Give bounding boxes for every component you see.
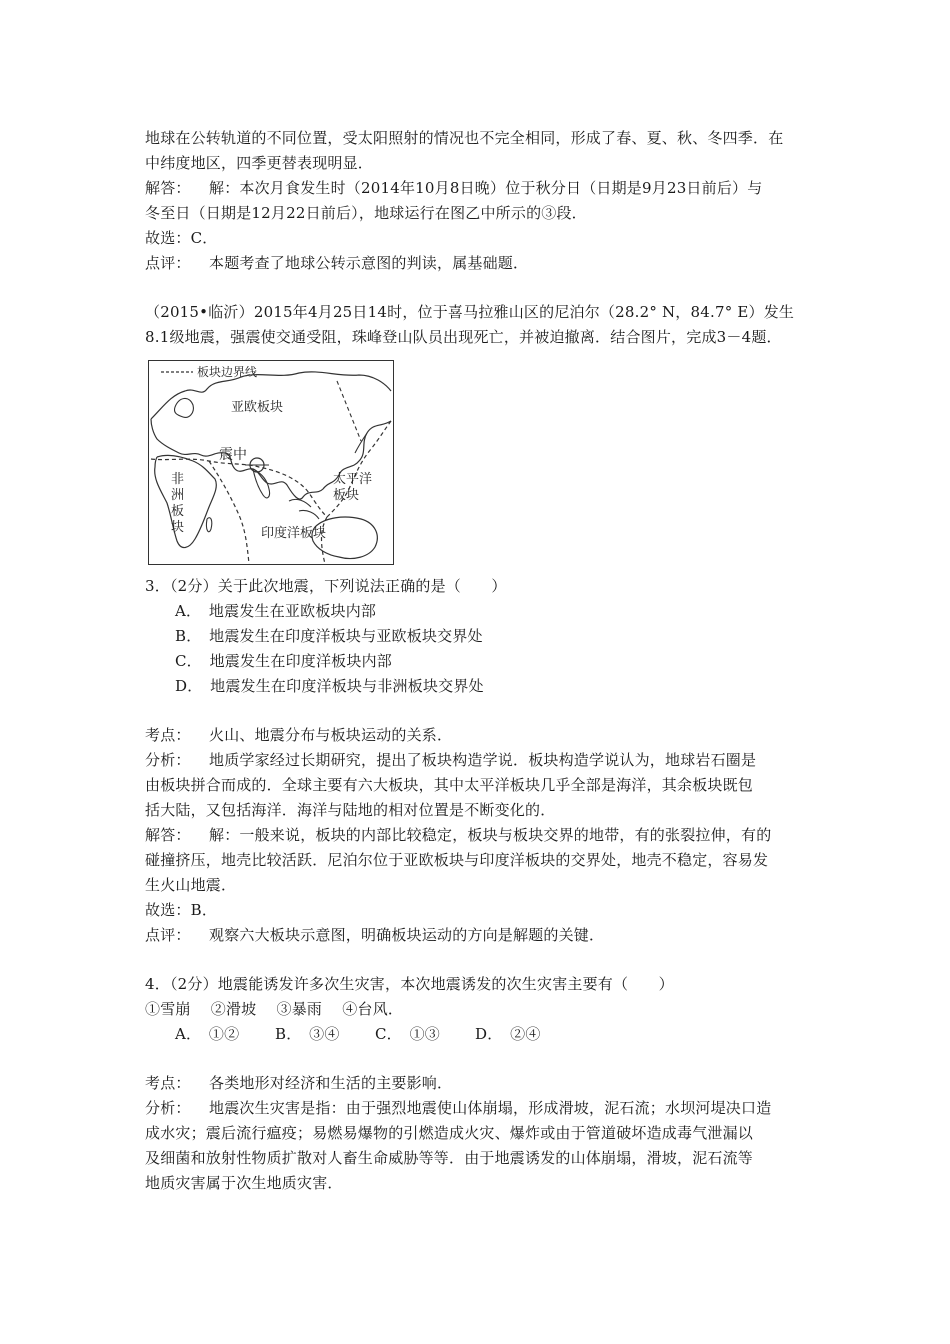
choice-line: 故选：B． bbox=[145, 901, 218, 919]
text-line: 括大陆，又包括海洋．海洋与陆地的相对位置是不断变化的． bbox=[145, 801, 556, 819]
choice-line: 故选：C． bbox=[145, 229, 218, 247]
fenxi-line bbox=[145, 750, 756, 770]
kaodian-line bbox=[145, 725, 452, 745]
plate-boundary bbox=[209, 461, 249, 564]
text-line: 地质灾害属于次生地质灾害． bbox=[145, 1174, 343, 1192]
text-line: 成水灾；震后流行瘟疫；易燃易爆物的引燃造成火灾、爆炸或由于管道破坏造成毒气泄漏以 bbox=[145, 1124, 754, 1142]
question-4-stem: 4．（2分）地震能诱发许多次生灾害，本次地震诱发的次生灾害主要有（ ） bbox=[145, 975, 674, 993]
question-3-option-d: D． 地震发生在印度洋板块与非洲板块交界处 bbox=[175, 677, 484, 695]
text-line: 碰撞挤压，地壳比较活跃．尼泊尔位于亚欧板块与印度洋板块的交界处，地壳不稳定，容易发 bbox=[145, 851, 769, 869]
fenxi-text: 地震次生灾害是指：由于强烈地震使山体崩塌，形成滑坡，泥石流；水坝河堤决口造 bbox=[209, 1099, 772, 1117]
label-pacific-1: 太平洋 bbox=[333, 472, 373, 487]
jieda-line bbox=[145, 825, 771, 845]
question-3-stem: 3．（2分）关于此次地震，下列说法正确的是（ ） bbox=[145, 577, 507, 595]
question-4-items: ①雪崩 ②滑坡 ③暴雨 ④台风． bbox=[145, 1000, 404, 1018]
plate-map-svg bbox=[149, 361, 393, 564]
question-3-option-a: A． 地震发生在亚欧板块内部 bbox=[175, 602, 377, 620]
dianping-text: 观察六大板块示意图，明确板块运动的方向是解题的关键． bbox=[209, 926, 605, 944]
kaodian-line bbox=[145, 1073, 452, 1093]
islands-coast bbox=[289, 499, 319, 519]
label-pacific-2: 板块 bbox=[333, 488, 360, 503]
question-3-option-b: B． 地震发生在印度洋板块与亚欧板块交界处 bbox=[175, 627, 483, 645]
dianping-line bbox=[145, 925, 604, 945]
kaodian-label: 考点： bbox=[145, 1074, 191, 1092]
fenxi-text: 地质学家经过长期研究，提出了板块构造学说．板块构造学说认为，地球岩石圈是 bbox=[209, 751, 757, 769]
japan-coast bbox=[355, 433, 367, 453]
question-4-option-d: D． ②④ bbox=[475, 1025, 541, 1043]
label-epicenter: 震中 bbox=[219, 447, 247, 463]
africa-coast bbox=[155, 455, 217, 547]
label-african-1: 非 bbox=[171, 472, 185, 487]
intro-line: （2015•临沂）2015年4月25日14时，位于喜马拉雅山区的尼泊尔（28.2° N，84.7° E）发生 bbox=[145, 303, 795, 321]
text-line: 及细菌和放射性物质扩散对人畜生命威胁等等．由于地震诱发的山体崩塌，滑坡，泥石流等 bbox=[145, 1149, 754, 1167]
fenxi-label: 分析： bbox=[145, 751, 191, 769]
fenxi-line bbox=[145, 1098, 771, 1118]
text-line: 生火山地震． bbox=[145, 876, 237, 894]
jieda-text: 解：一般来说，板块的内部比较稳定，板块与板块交界的地带，有的张裂拉伸，有的 bbox=[209, 826, 772, 844]
comment-label: 点评： bbox=[145, 254, 191, 272]
madagascar-coast bbox=[206, 518, 211, 532]
label-african-3: 板 bbox=[171, 504, 185, 519]
question-3-option-c: C． 地震发生在印度洋板块内部 bbox=[175, 652, 392, 670]
question-4-option-c: C． ①③ bbox=[375, 1025, 440, 1043]
text-line: 地球在公转轨道的不同位置，受太阳照射的情况也不完全相同，形成了春、夏、秋、冬四季．在 bbox=[145, 129, 784, 147]
comment-text: 本题考查了地球公转示意图的判读，属基础题． bbox=[209, 254, 529, 272]
label-african-2: 洲 bbox=[171, 488, 185, 503]
kaodian-label: 考点： bbox=[145, 726, 191, 744]
plate-map-figure bbox=[148, 360, 394, 565]
scandinavia-coast bbox=[174, 398, 193, 417]
text-line: 冬至日（日期是12月22日前后），地球运行在图乙中所示的③段． bbox=[145, 204, 587, 222]
label-eurasian-plate: 亚欧板块 bbox=[231, 400, 284, 415]
label-african-4: 块 bbox=[171, 520, 185, 535]
intro-line: 8.1级地震，强震使交通受阻，珠峰登山队员出现死亡，并被迫撤离．结合图片，完成3－4题． bbox=[145, 328, 782, 346]
answer-text: 解：本次月食发生时（2014年10月8日晚）位于秋分日（日期是9月23日前后）与 bbox=[209, 179, 763, 197]
plate-boundary bbox=[337, 381, 361, 441]
answer-label: 解答： bbox=[145, 179, 191, 197]
question-4-option-b: B． ③④ bbox=[275, 1025, 340, 1043]
india-coast bbox=[253, 469, 270, 498]
legend-label: 板块边界线 bbox=[197, 365, 258, 379]
kaodian-text: 各类地形对经济和生活的主要影响． bbox=[209, 1074, 453, 1092]
jieda-label: 解答： bbox=[145, 826, 191, 844]
comment-line bbox=[145, 253, 528, 273]
dianping-label: 点评： bbox=[145, 926, 191, 944]
question-4-options bbox=[175, 1024, 541, 1044]
question-4-option-a: A． ①② bbox=[175, 1025, 240, 1043]
answer-line bbox=[145, 178, 762, 198]
text-line: 由板块拼合而成的．全球主要有六大板块，其中太平洋板块几乎全部是海洋，其余板块既包 bbox=[145, 776, 754, 794]
kaodian-text: 火山、地震分布与板块运动的关系． bbox=[209, 726, 453, 744]
text-line: 中纬度地区，四季更替表现明显． bbox=[145, 154, 374, 172]
fenxi-label: 分析： bbox=[145, 1099, 191, 1117]
label-indian-plate: 印度洋板块 bbox=[261, 526, 327, 541]
